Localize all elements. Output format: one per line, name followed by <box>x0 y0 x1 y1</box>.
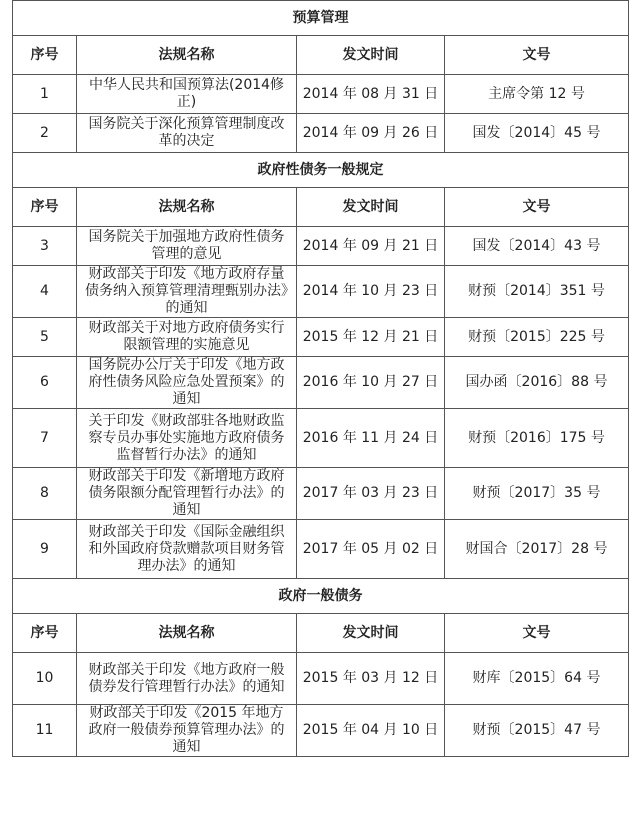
row-seq: 1 <box>13 75 77 114</box>
row-seq: 7 <box>13 409 77 468</box>
row-date: 2014 年 09 月 21 日 <box>297 227 445 266</box>
row-doc: 财预〔2015〕47 号 <box>445 705 629 757</box>
table-row <box>13 409 629 468</box>
row-seq: 8 <box>13 468 77 520</box>
table-row <box>13 520 629 579</box>
section-title: 政府一般债务 <box>13 579 629 614</box>
row-doc: 国发〔2014〕45 号 <box>445 114 629 153</box>
row-doc: 财预〔2014〕351 号 <box>445 266 629 318</box>
row-date: 2017 年 05 月 02 日 <box>297 520 445 579</box>
table-row <box>13 227 629 266</box>
header-row <box>13 188 629 227</box>
regulations-table <box>12 0 629 757</box>
row-name: 中华人民共和国预算法(2014修正) <box>77 75 297 114</box>
header-doc: 文号 <box>445 614 629 653</box>
header-seq: 序号 <box>13 614 77 653</box>
table-row <box>13 357 629 409</box>
table-row <box>13 266 629 318</box>
row-doc: 财预〔2017〕35 号 <box>445 468 629 520</box>
header-date: 发文时间 <box>297 188 445 227</box>
row-name: 财政部关于印发《地方政府存量债务纳入预算管理清理甄别办法》的通知 <box>77 266 297 318</box>
row-doc: 国办函〔2016〕88 号 <box>445 357 629 409</box>
row-date: 2017 年 03 月 23 日 <box>297 468 445 520</box>
header-row <box>13 614 629 653</box>
header-name: 法规名称 <box>77 36 297 75</box>
section-title: 政府性债务一般规定 <box>13 153 629 188</box>
row-seq: 5 <box>13 318 77 357</box>
row-date: 2014 年 09 月 26 日 <box>297 114 445 153</box>
section-title-row <box>13 1 629 36</box>
row-date: 2014 年 10 月 23 日 <box>297 266 445 318</box>
table-row <box>13 653 629 705</box>
header-doc: 文号 <box>445 36 629 75</box>
header-date: 发文时间 <box>297 614 445 653</box>
row-name: 国务院关于加强地方政府性债务管理的意见 <box>77 227 297 266</box>
table-row <box>13 75 629 114</box>
row-seq: 11 <box>13 705 77 757</box>
table-row <box>13 114 629 153</box>
row-name: 国务院关于深化预算管理制度改革的决定 <box>77 114 297 153</box>
section-title: 预算管理 <box>13 1 629 36</box>
row-seq: 9 <box>13 520 77 579</box>
row-seq: 4 <box>13 266 77 318</box>
table-row <box>13 705 629 757</box>
table-row <box>13 468 629 520</box>
row-name: 财政部关于印发《新增地方政府债务限额分配管理暂行办法》的通知 <box>77 468 297 520</box>
row-doc: 财预〔2015〕225 号 <box>445 318 629 357</box>
row-date: 2016 年 11 月 24 日 <box>297 409 445 468</box>
row-seq: 10 <box>13 653 77 705</box>
row-name: 财政部关于印发《国际金融组织和外国政府贷款赠款项目财务管理办法》的通知 <box>77 520 297 579</box>
row-name: 关于印发《财政部驻各地财政监察专员办事处实施地方政府债务监督暂行办法》的通知 <box>77 409 297 468</box>
row-name: 国务院办公厅关于印发《地方政府性债务风险应急处置预案》的通知 <box>77 357 297 409</box>
row-date: 2014 年 08 月 31 日 <box>297 75 445 114</box>
row-doc: 主席令第 12 号 <box>445 75 629 114</box>
row-doc: 财国合〔2017〕28 号 <box>445 520 629 579</box>
header-name: 法规名称 <box>77 614 297 653</box>
header-name: 法规名称 <box>77 188 297 227</box>
row-seq: 3 <box>13 227 77 266</box>
section-title-row <box>13 153 629 188</box>
row-doc: 财预〔2016〕175 号 <box>445 409 629 468</box>
header-row <box>13 36 629 75</box>
row-date: 2015 年 04 月 10 日 <box>297 705 445 757</box>
header-seq: 序号 <box>13 36 77 75</box>
header-date: 发文时间 <box>297 36 445 75</box>
row-seq: 2 <box>13 114 77 153</box>
row-doc: 财库〔2015〕64 号 <box>445 653 629 705</box>
row-date: 2016 年 10 月 27 日 <box>297 357 445 409</box>
row-seq: 6 <box>13 357 77 409</box>
row-date: 2015 年 03 月 12 日 <box>297 653 445 705</box>
section-title-row <box>13 579 629 614</box>
table-row <box>13 318 629 357</box>
row-doc: 国发〔2014〕43 号 <box>445 227 629 266</box>
row-name: 财政部关于对地方政府债务实行限额管理的实施意见 <box>77 318 297 357</box>
header-doc: 文号 <box>445 188 629 227</box>
row-name: 财政部关于印发《2015 年地方政府一般债券预算管理办法》的通知 <box>77 705 297 757</box>
header-seq: 序号 <box>13 188 77 227</box>
row-date: 2015 年 12 月 21 日 <box>297 318 445 357</box>
row-name: 财政部关于印发《地方政府一般债券发行管理暂行办法》的通知 <box>77 653 297 705</box>
